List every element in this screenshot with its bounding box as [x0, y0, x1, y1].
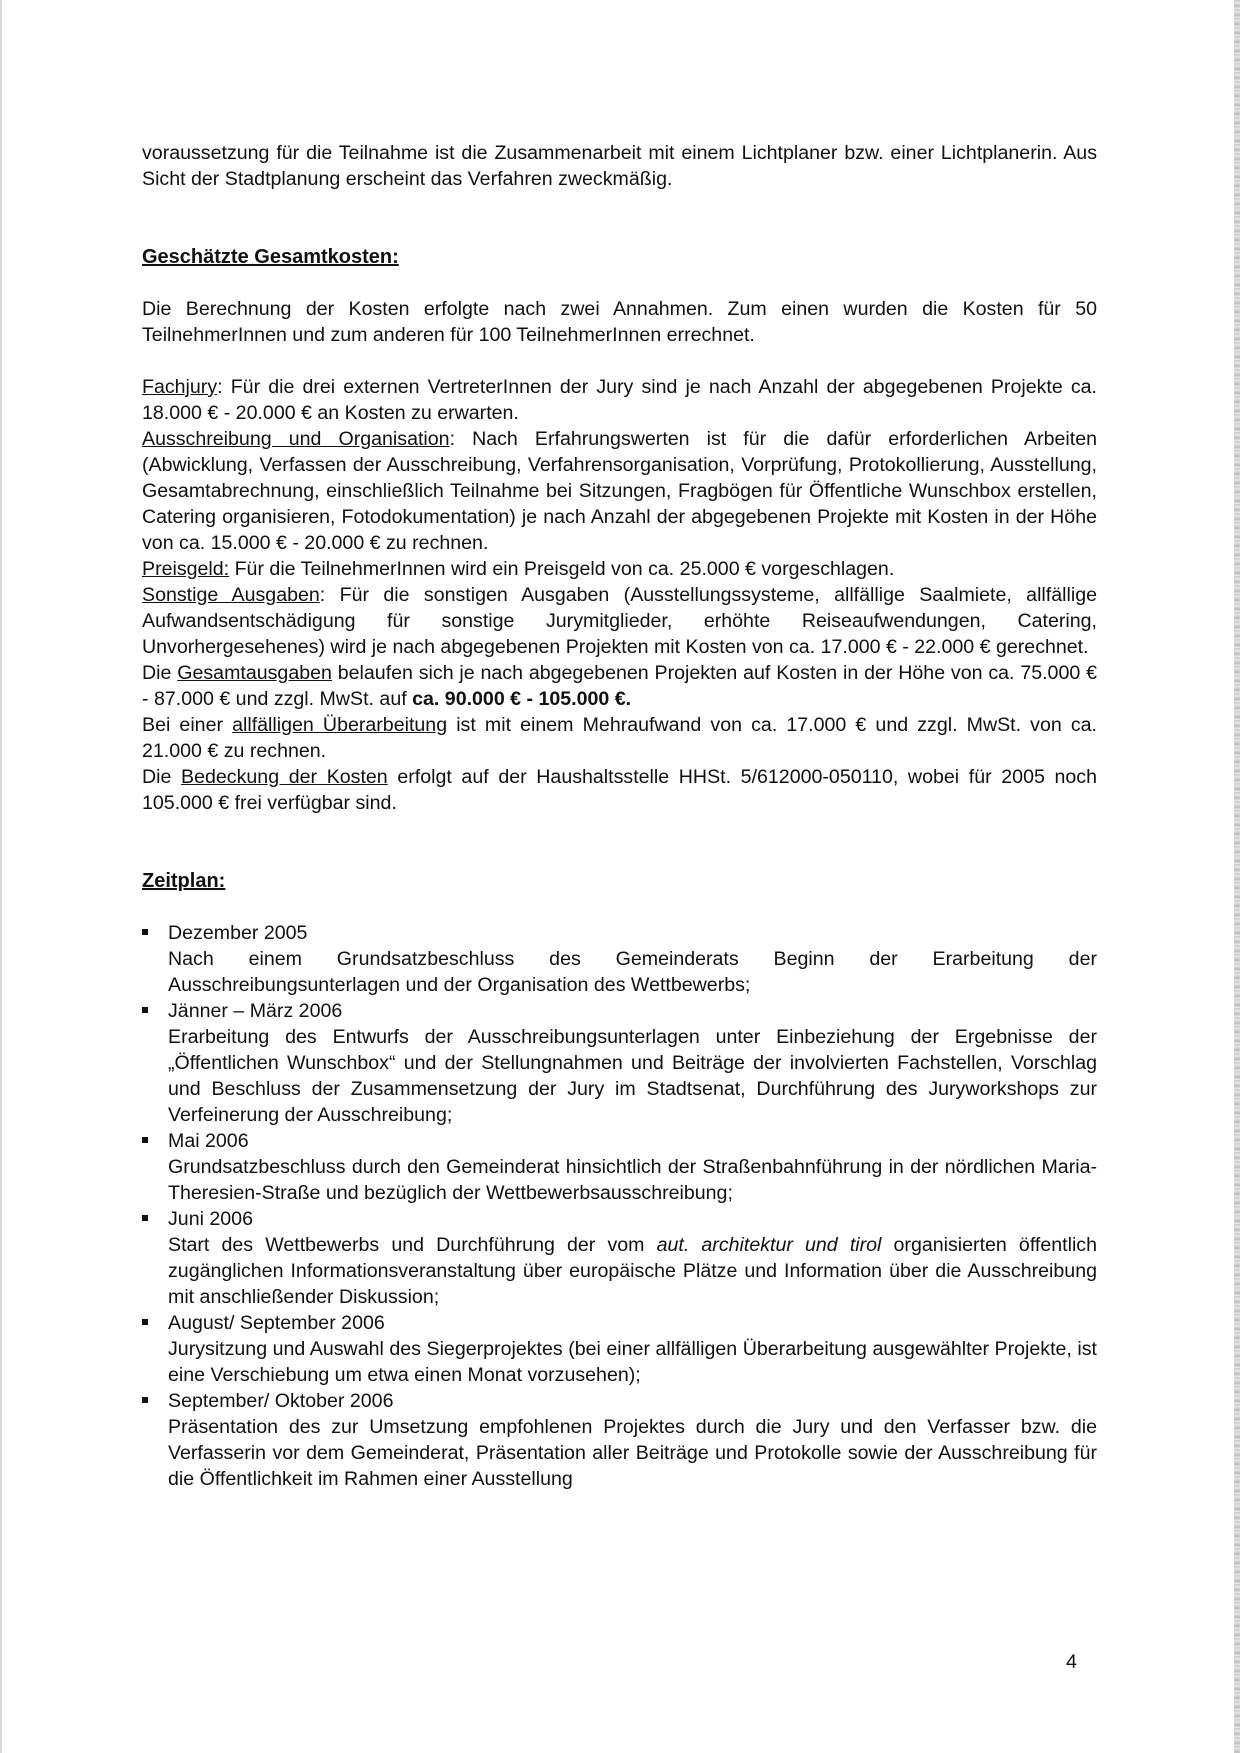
timeline-date: Mai 2006: [168, 1130, 249, 1152]
cost-item-ausschreibung: [142, 426, 1097, 556]
cost-items: [142, 374, 1097, 816]
timeline-desc-post: organisierten öffentlich zugänglichen Informationsveranstaltung über europäische Plätze und Information über die Ausschreibung mit anschließender Diskussion;: [168, 1234, 1098, 1308]
bullet-icon: [142, 1137, 148, 1143]
timeline-description: Erarbeitung des Entwurfs der Ausschreibungsunterlagen unter Einbeziehung der Ergebnisse der „Öffentlichen Wunschbox“ und der Stellungnahmen und Beiträge der involvierten Fachstellen, Vorschlag und Beschluss der Zusammensetzung der Jury im Stadtsenat, Durchführung des Juryworkshops zur Verfeinerung der Ausschreibung;: [168, 1026, 1097, 1126]
bedeckung-pre: Die: [142, 766, 182, 788]
zeitplan-list: [142, 920, 1097, 1492]
fachjury-label: Fachjury: [142, 376, 218, 398]
list-item: [142, 1310, 1097, 1388]
gesamt-total: ca. 90.000 € - 105.000 €.: [412, 688, 632, 710]
sonstige-label: Sonstige Ausgaben: [142, 584, 320, 606]
preisgeld-label: Preisgeld:: [142, 558, 230, 580]
bullet-icon: [142, 1215, 148, 1221]
cost-item-preisgeld: [142, 556, 1097, 582]
timeline-description: [168, 1232, 1097, 1310]
list-item: [142, 1128, 1097, 1206]
timeline-desc-pre: Start des Wettbewerbs und Durchführung der vom: [168, 1234, 657, 1256]
bedeckung-label: Bedeckung der Kosten: [181, 766, 388, 788]
timeline-date: Juni 2006: [168, 1208, 253, 1230]
gesamt-pre: Die: [142, 662, 178, 684]
ueber-text: ist mit einem Mehraufwand von ca. 17.000 € und zzgl. MwSt. von ca. 21.000 € zu rechnen.: [142, 714, 1097, 762]
ueber-label: allfälligen Überarbeitung: [232, 714, 448, 736]
bullet-icon: [142, 929, 148, 935]
timeline-desc-organisation: aut. architektur und tirol: [656, 1234, 882, 1256]
scan-edge-left: [0, 0, 2, 1753]
sonstige-text: : Für die sonstigen Ausgaben (Ausstellungssysteme, allfällige Saalmiete, allfällige Aufwandsentschädigung für sonstige Jurymitglieder, erhöhte Reiseaufwendungen, Catering, Unvorhergesehenes) wird je nach abgegebenen Projekten mit Kosten von ca. 17.000 € - 22.000 € gerechnet.: [142, 584, 1097, 658]
list-item: [142, 1388, 1097, 1492]
list-item: [142, 998, 1097, 1128]
costs-heading: Geschätzte Gesamtkosten:: [142, 246, 399, 268]
bullet-icon: [142, 1397, 148, 1403]
ausschreibung-label: Ausschreibung und Organisation: [142, 428, 450, 450]
bedeckung-text: erfolgt auf der Haushaltsstelle HHSt. 5/612000-050110, wobei für 2005 noch 105.000 € frei verfügbar sind.: [142, 766, 1097, 814]
cost-item-gesamt: [142, 660, 1097, 712]
gesamt-text: belaufen sich je nach abgegebenen Projekten auf Kosten in der Höhe von ca. 75.000 € - 87.000 € und zzgl. MwSt. auf: [142, 662, 1097, 710]
timeline-date: Jänner – März 2006: [168, 1000, 343, 1022]
cost-item-sonstige: [142, 582, 1097, 660]
timeline-description: Grundsatzbeschluss durch den Gemeinderat hinsichtlich der Straßenbahnführung in der nördlichen Maria-Theresien-Straße und bezüglich der Wettbewerbsausschreibung;: [168, 1156, 1097, 1204]
zeitplan-heading: Zeitplan:: [142, 870, 226, 892]
scan-edge-right: [1234, 0, 1240, 1753]
timeline-description: Jurysitzung und Auswahl des Siegerprojektes (bei einer allfälligen Überarbeitung ausgewählter Projekte, ist eine Verschiebung um etwa einen Monat vorzusehen);: [168, 1338, 1097, 1386]
cost-item-fachjury: [142, 374, 1097, 426]
timeline-date: September/ Oktober 2006: [168, 1390, 394, 1412]
intro-paragraph: voraussetzung für die Teilnahme ist die Zusammenarbeit mit einem Lichtplaner bzw. einer Lichtplanerin. Aus Sicht der Stadtplanung erscheint das Verfahren zweckmäßig.: [142, 142, 1097, 190]
timeline-date: August/ September 2006: [168, 1312, 385, 1334]
fachjury-text: : Für die drei externen VertreterInnen der Jury sind je nach Anzahl der abgegebenen Projekte ca. 18.000 € - 20.000 € an Kosten zu erwarten.: [142, 376, 1097, 424]
page-number: 4: [1066, 1651, 1077, 1673]
list-item: [142, 1206, 1097, 1310]
bullet-icon: [142, 1007, 148, 1013]
ueber-pre: Bei einer: [142, 714, 233, 736]
ausschreibung-text: : Nach Erfahrungswerten ist für die dafür erforderlichen Arbeiten (Abwicklung, Verfassen der Ausschreibung, Verfahrensorganisation, Vorprüfung, Protokollierung, Ausstellung, Gesamtabrechnung, einschließlich Teilnahme bei Sitzungen, Fragbögen für Öffentliche Wunschbox erstellen, Catering organisieren, Fotodokumentation) je nach Anzahl der abgegebenen Projekte mit Kosten in der Höhe von ca. 15.000 € - 20.000 € zu rechnen.: [142, 428, 1097, 554]
gesamt-label: Gesamtausgaben: [177, 662, 332, 684]
document-body: [142, 140, 1097, 1492]
timeline-date: Dezember 2005: [168, 922, 308, 944]
list-item: [142, 920, 1097, 998]
cost-item-ueberarbeitung: [142, 712, 1097, 764]
timeline-description: Präsentation des zur Umsetzung empfohlenen Projektes durch die Jury und den Verfasser bzw. die Verfasserin vor dem Gemeinderat, Präsentation aller Beiträge und Protokolle sowie der Ausschreibung für die Öffentlichkeit im Rahmen einer Ausstellung: [168, 1416, 1097, 1490]
timeline-description: Nach einem Grundsatzbeschluss des Gemeinderats Beginn der Erarbeitung der Ausschreibungsunterlagen und der Organisation des Wettbewerbs;: [168, 948, 1097, 996]
costs-intro-paragraph: Die Berechnung der Kosten erfolgte nach zwei Annahmen. Zum einen wurden die Kosten für 50 TeilnehmerInnen und zum anderen für 100 TeilnehmerInnen errechnet.: [142, 298, 1097, 346]
cost-item-bedeckung: [142, 764, 1097, 816]
bullet-icon: [142, 1319, 148, 1325]
preisgeld-text: Für die TeilnehmerInnen wird ein Preisgeld von ca. 25.000 € vorgeschlagen.: [229, 558, 895, 580]
